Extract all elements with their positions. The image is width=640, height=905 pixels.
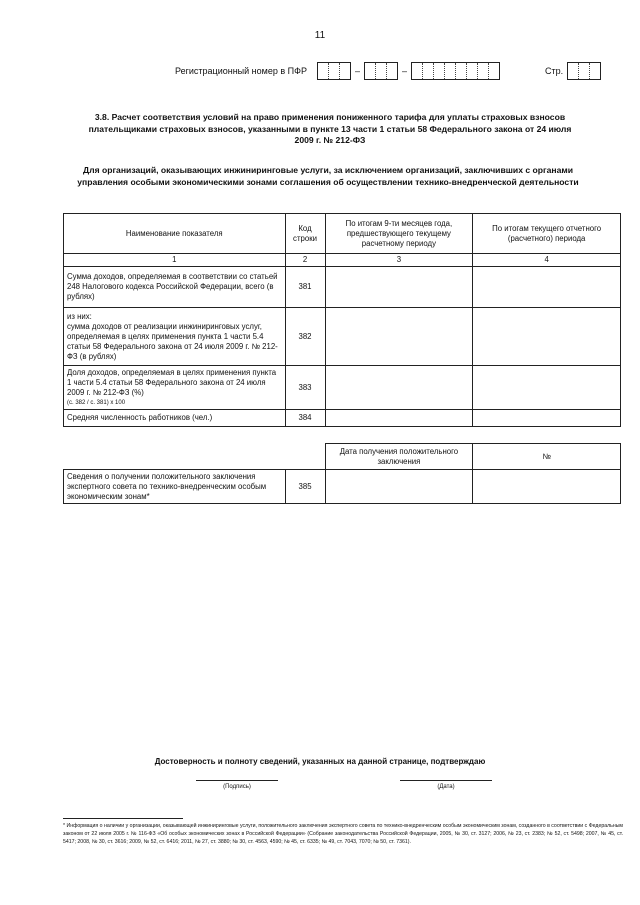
row-name-cell	[64, 366, 286, 410]
table-header-row	[64, 214, 621, 254]
confirmation-text: Достоверность и полноту сведений, указанных на данной странице, подтверждаю	[154, 757, 486, 766]
date-cell[interactable]	[325, 470, 473, 504]
table-row	[64, 308, 621, 366]
section-subtitle: Для организаций, оказывающих инжиниринговые услуги, за исключением организаций, заключивших с органами управления особыми экономическими зонами соглашения об осуществлении технико-внедренческой деятельности	[77, 165, 579, 187]
row-name: Сумма доходов, определяемая в соответствии со статьей 248 Налогового кодекса Российской Федерации, всего (в рублях)	[64, 267, 286, 308]
date-label: (Дата)	[437, 784, 455, 790]
signature-label: (Подпись)	[223, 784, 251, 790]
value-cell[interactable]	[325, 366, 473, 410]
table-row	[64, 470, 621, 504]
row-name: Средняя численность работников (чел.)	[64, 410, 286, 427]
value-cell[interactable]	[473, 366, 621, 410]
number-cell[interactable]	[473, 470, 621, 504]
table-row	[64, 410, 621, 427]
date-line[interactable]	[400, 780, 492, 781]
footnote-divider	[63, 818, 183, 819]
page-cells[interactable]	[567, 62, 601, 80]
row-code: 385	[285, 470, 325, 504]
column-number: 1	[64, 254, 286, 267]
page-label: Стр.	[545, 66, 564, 76]
expert-conclusion-table	[63, 443, 621, 504]
column-number: 3	[325, 254, 473, 267]
value-cell[interactable]	[473, 267, 621, 308]
table-header-row	[64, 444, 621, 470]
header-name: Наименование показателя	[64, 214, 286, 254]
section-title: 3.8. Расчет соответствия условий на право применения пониженного тарифа для уплаты страховых взносов плательщиками страховых взносов, указанными в пункте 13 части 1 статьи 58 Федерального закона от 24 июля 2009 г. № 212-ФЗ	[88, 112, 572, 145]
header-col3: По итогам 9-ти месяцев года, предшествующего текущему расчетному периоду	[325, 214, 473, 254]
value-cell[interactable]	[325, 308, 473, 366]
registration-label: Регистрационный номер в ПФР	[175, 66, 307, 76]
header-col4: По итогам текущего отчетного (расчетного) периода	[473, 214, 621, 254]
header-code: Код строки	[285, 214, 325, 254]
header-number: №	[473, 444, 621, 470]
value-cell[interactable]	[473, 410, 621, 427]
row-note: (с. 382 / с. 381) х 100	[67, 399, 126, 406]
column-number: 4	[473, 254, 621, 267]
registration-cells-3[interactable]	[411, 62, 500, 80]
value-cell[interactable]	[325, 410, 473, 427]
row-code: 381	[285, 267, 325, 308]
signature-line[interactable]	[196, 780, 278, 781]
value-cell[interactable]	[473, 308, 621, 366]
footnote: * Информация о наличии у организации, оказывающей инжиниринговые услуги, положительного заключения экспертного совета по технико-внедренческим особым экономическим зонам, созданного в соответствии с Федеральным законом от 22 июля 2005 г. № 116-ФЗ «Об особых экономических зонах в Российской Федерации» (Собрание законодательства Российской Федерации, 2005, № 30, ст. 3127; 2006, № 23, ст. 2383; № 52, ст. 5498; 2007, № 45, ст. 5417; 2008, № 30, ст. 3616; 2009, № 52, ст. 6416; 2011, № 27, ст. 3880; № 30, ст. 4563, 4590; № 45, ст. 6335; № 49, ст. 7043, 7070; № 50, ст. 7361).	[63, 823, 623, 845]
column-number: 2	[285, 254, 325, 267]
table-row	[64, 267, 621, 308]
header-date: Дата получения положительного заключения	[325, 444, 473, 470]
indicators-table	[63, 213, 621, 427]
row-code: 382	[285, 308, 325, 366]
column-numbers-row	[64, 254, 621, 267]
registration-cells-1[interactable]	[317, 62, 351, 80]
row-name: Доля доходов, определяемая в целях применения пункта 1 части 5.4 статьи 58 Федерального закона от 24 июля 2009 г. № 212-ФЗ (%)	[67, 367, 277, 397]
page-number: 11	[314, 30, 326, 41]
row-name: Сведения о получении положительного заключения экспертного совета по технико-внедренческим особым экономическим зонам*	[64, 470, 286, 504]
row-name: из них: сумма доходов от реализации инжиниринговых услуг, определяемая в целях применения пункта 1 части 5.4 статьи 58 Федерального закона от 24 июля 2009 г. № 212-ФЗ (в рублях)	[64, 308, 286, 366]
registration-number-row	[175, 62, 500, 80]
value-cell[interactable]	[325, 267, 473, 308]
row-code: 384	[285, 410, 325, 427]
dash: –	[401, 66, 407, 76]
dash: –	[354, 66, 360, 76]
table-row	[64, 366, 621, 410]
page-label-row	[545, 62, 601, 80]
registration-cells-2[interactable]	[364, 62, 398, 80]
row-code: 383	[285, 366, 325, 410]
